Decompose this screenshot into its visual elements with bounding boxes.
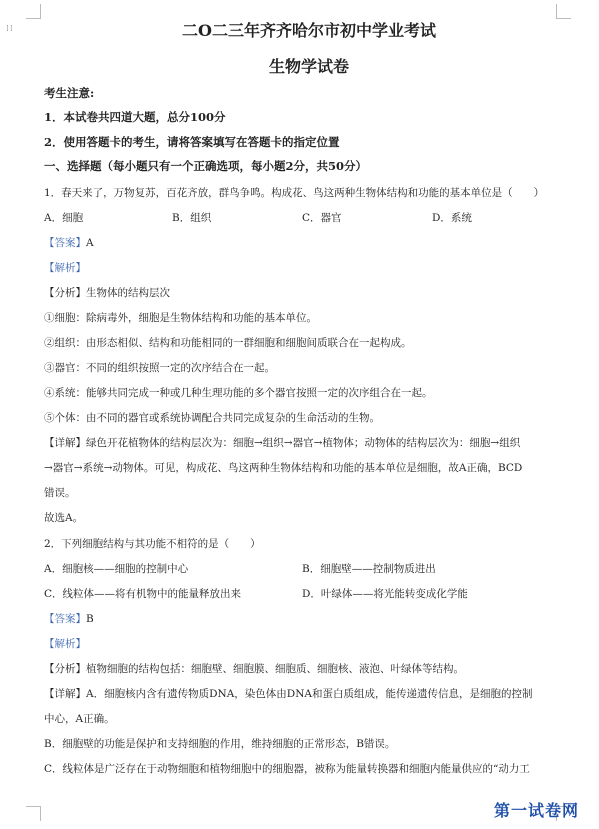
detail-text: 中心，A正确。 — [44, 713, 115, 725]
option-c: C．器官 — [302, 212, 342, 224]
page-subtitle: 生物学试卷 — [268, 57, 349, 76]
answer-line — [44, 612, 94, 626]
detail-text: →器官→系统→动物体。可见，构成花、鸟这两种生物体结构和功能的基本单位是细胞，故A正确，BCD — [44, 462, 523, 474]
analysis-point: ②组织：由形态相似、结构和功能相同的一群细胞和细胞间质联合在一起构成。 — [44, 337, 412, 349]
option-a: A．细胞核——细胞的控制中心 — [44, 563, 189, 575]
analysis-point: ④系统：能够共同完成一种或几种生理功能的多个器官按照一定的次序组合在一起。 — [44, 387, 433, 399]
drag-handle-icon[interactable]: ⁞⁞ — [6, 24, 14, 34]
page-corner-mark — [26, 806, 41, 821]
analysis-point: ③器官：不同的组织按照一定的次序结合在一起。 — [44, 362, 275, 374]
detail-text: C．线粒体是广泛存在于动物细胞和植物细胞中的细胞器，被称为能量转换器和细胞内能量供应的“动力工 — [44, 763, 530, 775]
section-heading: 一、选择题（每小题只有一个正确选项，每小题2分，共50分） — [44, 159, 368, 173]
analysis-point: ①细胞：除病毒外，细胞是生物体结构和功能的基本单位。 — [44, 312, 317, 324]
page-corner-mark — [26, 4, 41, 19]
detail-text: 【详解】A．细胞核内含有遗传物质DNA，染色体由DNA和蛋白质组成，能传递遗传信息，是细胞的控制 — [44, 688, 533, 700]
answer-value: B — [86, 613, 94, 625]
question-stem: 2．下列细胞结构与其功能不相符的是（ ） — [44, 538, 261, 550]
option-b: B．细胞壁——控制物质进出 — [302, 563, 436, 575]
analysis-intro: 【分析】生物体的结构层次 — [44, 287, 170, 299]
answer-line — [44, 236, 94, 250]
option-a: A．细胞 — [44, 212, 84, 224]
question-stem: 1．春天来了，万物复苏，百花齐放，群鸟争鸣。构成花、鸟这两种生物体结构和功能的基本单位是（ ） — [44, 187, 545, 199]
conclusion-text: 故选A。 — [44, 512, 84, 524]
detail-text: 【详解】绿色开花植物体的结构层次为：细胞→组织→器官→植物体；动物体的结构层次为：细胞→组织 — [44, 437, 521, 449]
notice-item: 2．使用答题卡的考生，请将答案填写在答题卡的指定位置 — [44, 135, 340, 149]
analysis-tag: 【解析】 — [44, 262, 86, 274]
analysis-point: ⑤个体：由不同的器官或系统协调配合共同完成复杂的生命活动的生物。 — [44, 412, 380, 424]
detail-text: B．细胞壁的功能是保护和支持细胞的作用，维持细胞的正常形态，B错误。 — [44, 738, 396, 750]
detail-text: 错误。 — [44, 487, 76, 499]
option-c: C．线粒体——将有机物中的能量释放出来 — [44, 588, 242, 600]
option-d: D．叶绿体——将光能转变成化学能 — [302, 588, 468, 600]
analysis-intro: 【分析】植物细胞的结构包括：细胞壁、细胞膜、细胞质、细胞核、液泡、叶绿体等结构。 — [44, 663, 464, 675]
option-b: B．组织 — [172, 212, 212, 224]
answer-tag: 【答案】 — [44, 237, 86, 249]
answer-tag: 【答案】 — [44, 613, 86, 625]
answer-value: A — [86, 237, 94, 249]
page-corner-mark — [556, 4, 571, 19]
option-d: D．系统 — [432, 212, 472, 224]
analysis-tag: 【解析】 — [44, 638, 86, 650]
notice-heading: 考生注意: — [44, 86, 95, 100]
notice-item: 1．本试卷共四道大题，总分100分 — [44, 110, 226, 124]
page-title: 二O二三年齐齐哈尔市初中学业考试 — [182, 21, 436, 40]
watermark-logo: 第一试卷网 — [493, 801, 579, 820]
